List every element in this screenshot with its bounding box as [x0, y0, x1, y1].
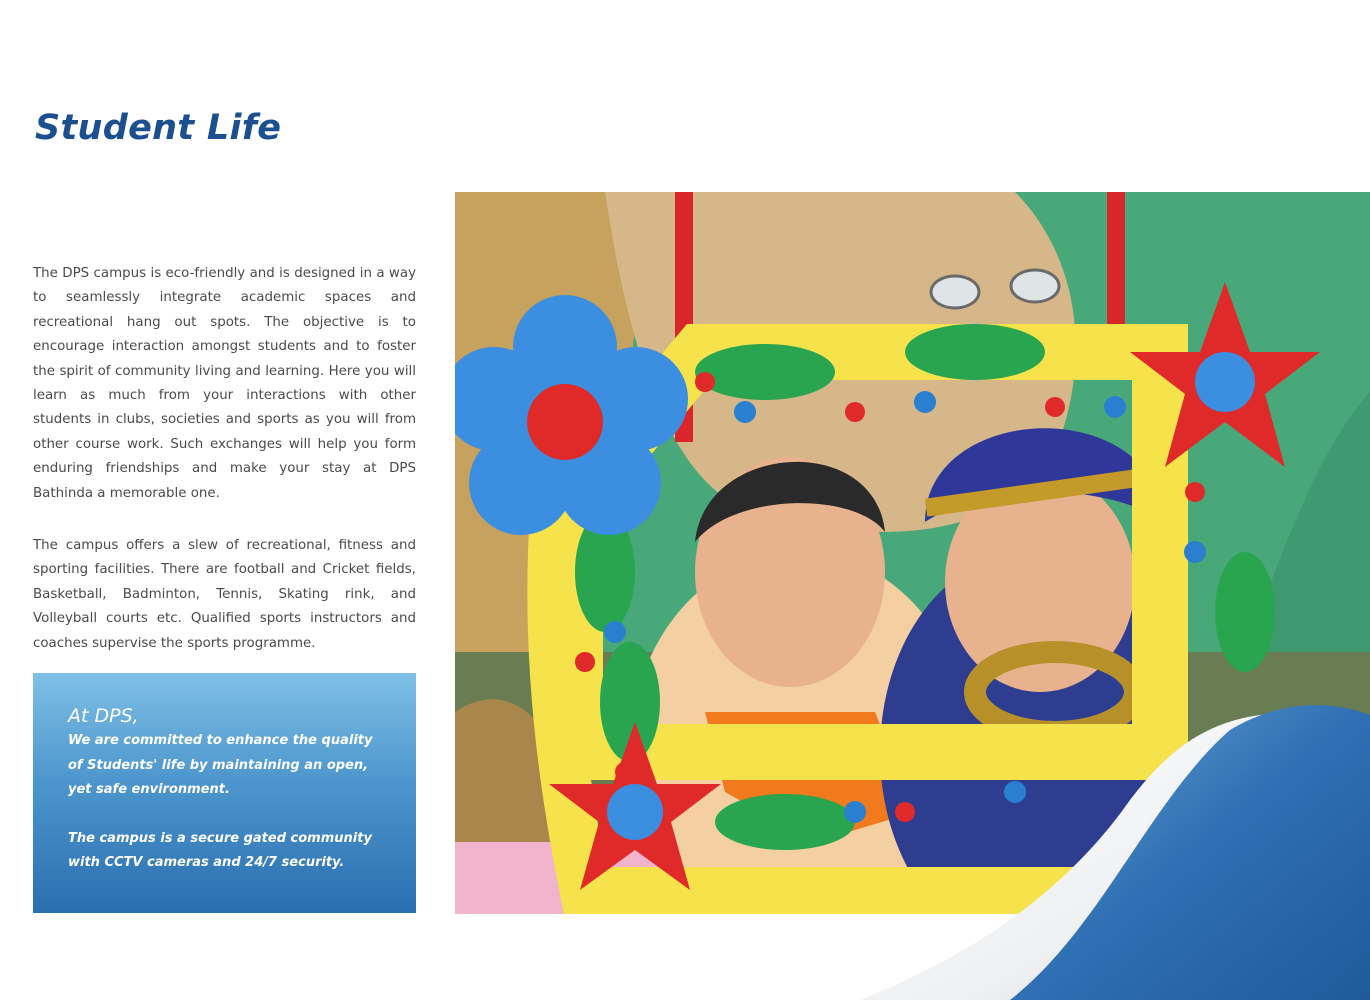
callout-text-2: The campus is a secure gated community with CCTV cameras and 24/7 security.	[68, 830, 372, 870]
callout-text-1: We are committed to enhance the quality of Students' life by maintaining an open, yet safe environment.	[68, 733, 373, 797]
intro-paragraph-1: The DPS campus is eco-friendly and is designed in a way to seamlessly integrate academic spaces and recreational hang out spots. The objective is to encourage interaction amongst students and to foster the spirit of community living and learning. Here you will learn as much from your interactions with other students in clubs, societies and sports as you will from other course work. Such exchanges will help you form enduring friendships and make your stay at DPS Bathinda a memorable one.	[33, 266, 416, 501]
page-title: Student Life	[35, 108, 282, 148]
callout-box	[33, 673, 416, 913]
students-photo	[455, 192, 1370, 914]
intro-paragraph-2: The campus offers a slew of recreational, fitness and sporting facilities. There are football and Cricket fields, Basketball, Badminton, Tennis, Skating rink, and Volleyball courts etc. Qualified sports instructors and coaches supervise the sports programme.	[33, 538, 416, 651]
callout-heading: At DPS,	[68, 705, 139, 727]
